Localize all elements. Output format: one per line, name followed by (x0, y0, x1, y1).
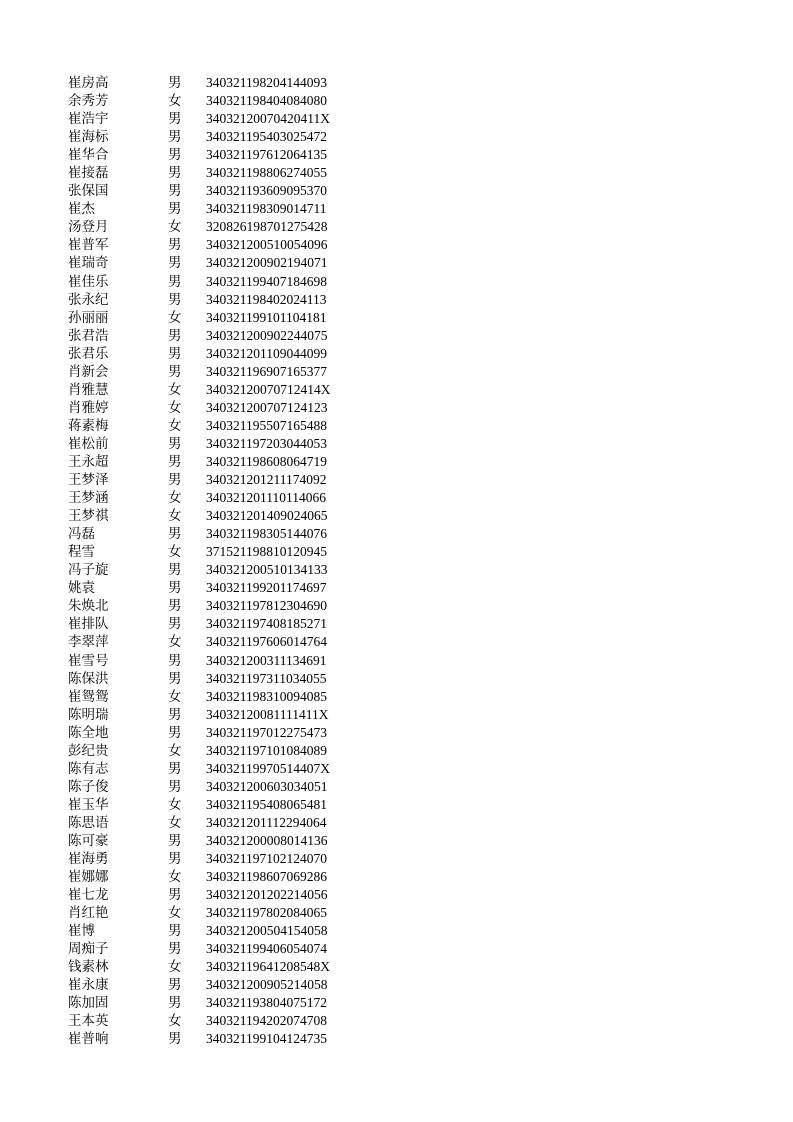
table-row (0, 164, 793, 182)
person-gender: 女 (168, 544, 182, 561)
person-gender: 男 (168, 941, 182, 958)
person-id-number: 340321198608064719 (206, 453, 327, 469)
table-row (0, 760, 793, 778)
person-name: 崔博 (68, 923, 95, 940)
person-name: 陈保洪 (68, 670, 109, 687)
person-name: 崔永康 (68, 977, 109, 994)
person-gender: 男 (168, 165, 182, 182)
table-row (0, 345, 793, 363)
table-row (0, 273, 793, 291)
person-id-number: 340321198806274055 (206, 165, 327, 181)
person-name: 崔房高 (68, 75, 109, 91)
table-row (0, 435, 793, 453)
person-gender: 女 (168, 796, 182, 813)
person-gender: 男 (168, 111, 182, 128)
person-gender: 女 (168, 814, 182, 831)
person-gender: 女 (168, 905, 182, 922)
person-name: 王梦涵 (68, 490, 109, 507)
person-name: 余秀芳 (68, 93, 109, 110)
table-row (0, 291, 793, 309)
person-gender: 男 (168, 923, 182, 940)
table-row (0, 236, 793, 254)
person-id-number: 340321194202074708 (206, 1013, 327, 1029)
person-gender: 男 (168, 616, 182, 633)
person-gender: 男 (168, 273, 182, 290)
roster-table (0, 74, 793, 1049)
table-row (0, 778, 793, 796)
person-id-number: 340321201109044099 (206, 345, 327, 361)
person-id-number: 340321200008014136 (206, 832, 328, 848)
table-row (0, 471, 793, 489)
person-name: 崔普军 (68, 237, 109, 254)
table-row (0, 597, 793, 615)
person-name: 崔接磊 (68, 165, 109, 182)
person-gender: 女 (168, 417, 182, 434)
person-gender: 男 (168, 201, 182, 218)
person-gender: 男 (168, 327, 182, 344)
table-row (0, 453, 793, 471)
table-row (0, 327, 793, 345)
person-name: 钱素林 (68, 959, 109, 976)
person-id-number: 320826198701275428 (206, 219, 328, 235)
person-id-number: 340321201110114066 (206, 490, 326, 506)
person-name: 王梦祺 (68, 508, 109, 525)
person-id-number: 340321200902244075 (206, 327, 328, 343)
person-id-number: 340321198204144093 (206, 75, 327, 90)
person-id-number: 340321197612064135 (206, 147, 327, 163)
person-name: 陈可豪 (68, 832, 109, 849)
table-row (0, 309, 793, 327)
person-gender: 女 (168, 742, 182, 759)
person-id-number: 340321195507165488 (206, 417, 327, 433)
person-name: 崔华合 (68, 147, 109, 164)
person-id-number: 340321197102124070 (206, 851, 327, 867)
person-name: 张君乐 (68, 345, 109, 362)
table-row (0, 254, 793, 272)
person-gender: 男 (168, 580, 182, 597)
table-row (0, 796, 793, 814)
person-gender: 男 (168, 526, 182, 543)
person-id-number: 371521198810120945 (206, 544, 327, 560)
person-id-number: 340321200311134691 (206, 652, 327, 668)
table-row (0, 1012, 793, 1030)
person-name: 王梦泽 (68, 472, 109, 489)
person-name: 崔松前 (68, 435, 109, 452)
person-id-number: 34032120070712414X (206, 381, 331, 397)
person-name: 冯子旋 (68, 562, 109, 579)
table-row (0, 399, 793, 417)
person-id-number: 340321200510134133 (206, 562, 328, 578)
table-row (0, 74, 793, 92)
person-name: 崔浩宇 (68, 111, 109, 128)
person-gender: 男 (168, 887, 182, 904)
person-name: 周痴子 (68, 941, 109, 958)
person-id-number: 340321195403025472 (206, 129, 327, 145)
person-name: 崔杰 (68, 201, 95, 218)
person-gender: 男 (168, 670, 182, 687)
person-id-number: 340321193804075172 (206, 995, 327, 1011)
person-gender: 女 (168, 490, 182, 507)
person-name: 张君浩 (68, 327, 109, 344)
person-name: 陈全地 (68, 724, 109, 741)
table-row (0, 110, 793, 128)
person-gender: 男 (168, 453, 182, 470)
person-name: 陈明瑞 (68, 706, 109, 723)
person-name: 崔瑞奇 (68, 255, 109, 272)
person-gender: 男 (168, 562, 182, 579)
person-gender: 男 (168, 598, 182, 615)
table-row (0, 688, 793, 706)
table-row (0, 525, 793, 543)
person-id-number: 340321199201174697 (206, 580, 327, 596)
person-id-number: 340321199407184698 (206, 273, 327, 289)
person-id-number: 34032119641208548X (206, 959, 330, 975)
person-gender: 男 (168, 147, 182, 164)
table-row (0, 706, 793, 724)
person-id-number: 340321198607069286 (206, 869, 327, 885)
person-id-number: 340321200504154058 (206, 923, 328, 939)
person-gender: 男 (168, 472, 182, 489)
person-gender: 男 (168, 183, 182, 200)
person-name: 崔娜娜 (68, 869, 109, 886)
table-row (0, 904, 793, 922)
person-name: 张永纪 (68, 291, 109, 308)
person-id-number: 340321200902194071 (206, 255, 328, 271)
table-row (0, 652, 793, 670)
person-name: 冯磊 (68, 526, 95, 543)
person-name: 陈有志 (68, 760, 109, 777)
person-name: 孙丽丽 (68, 309, 109, 326)
table-row (0, 994, 793, 1012)
person-gender: 女 (168, 959, 182, 976)
person-gender: 女 (168, 1013, 182, 1030)
table-row (0, 742, 793, 760)
person-gender: 女 (168, 508, 182, 525)
person-gender: 女 (168, 309, 182, 326)
person-id-number: 340321198305144076 (206, 526, 327, 542)
person-id-number: 340321198309014711 (206, 201, 327, 217)
person-id-number: 34032119970514407X (206, 760, 330, 776)
person-id-number: 340321197408185271 (206, 616, 327, 632)
table-row (0, 814, 793, 832)
person-id-number: 340321199104124735 (206, 1031, 327, 1047)
person-id-number: 340321199406054074 (206, 941, 327, 957)
person-name: 陈子俊 (68, 778, 109, 795)
table-row (0, 958, 793, 976)
person-gender: 女 (168, 219, 182, 236)
table-row (0, 976, 793, 994)
person-id-number: 34032120070420411X (206, 111, 330, 127)
person-id-number: 340321201409024065 (206, 508, 328, 524)
person-gender: 男 (168, 724, 182, 741)
person-name: 王永超 (68, 453, 109, 470)
person-gender: 男 (168, 237, 182, 254)
person-id-number: 340321197812304690 (206, 598, 327, 614)
person-name: 崔七龙 (68, 887, 109, 904)
table-row (0, 507, 793, 525)
person-id-number: 340321201202214056 (206, 887, 328, 903)
person-name: 崔排队 (68, 616, 109, 633)
person-id-number: 340321197606014764 (206, 634, 327, 650)
table-row (0, 381, 793, 399)
person-id-number: 340321200510054096 (206, 237, 328, 253)
person-gender: 男 (168, 435, 182, 452)
table-row (0, 182, 793, 200)
person-name: 李翠萍 (68, 634, 109, 651)
person-id-number: 340321201211174092 (206, 472, 327, 488)
table-row (0, 363, 793, 381)
table-row (0, 868, 793, 886)
person-gender: 男 (168, 977, 182, 994)
person-gender: 男 (168, 778, 182, 795)
person-name: 姚袁 (68, 580, 95, 597)
person-gender: 女 (168, 869, 182, 886)
person-name: 陈思语 (68, 814, 109, 831)
person-id-number: 340321200905214058 (206, 977, 328, 993)
person-id-number: 340321198404084080 (206, 93, 327, 109)
person-gender: 男 (168, 706, 182, 723)
table-row (0, 940, 793, 958)
person-id-number: 340321201112294064 (206, 814, 327, 830)
person-id-number: 340321195408065481 (206, 796, 327, 812)
person-name: 肖雅婷 (68, 399, 109, 416)
person-gender: 女 (168, 93, 182, 110)
person-name: 肖新会 (68, 363, 109, 380)
table-row (0, 832, 793, 850)
table-row (0, 543, 793, 561)
person-gender: 男 (168, 995, 182, 1012)
person-gender: 男 (168, 129, 182, 146)
person-gender: 女 (168, 634, 182, 651)
person-id-number: 340321200707124123 (206, 399, 328, 415)
table-row (0, 633, 793, 651)
person-id-number: 340321197012275473 (206, 724, 327, 740)
table-row (0, 850, 793, 868)
table-row (0, 561, 793, 579)
table-row (0, 218, 793, 236)
person-gender: 男 (168, 1031, 182, 1048)
person-name: 崔玉华 (68, 796, 109, 813)
person-name: 崔海标 (68, 129, 109, 146)
table-row (0, 615, 793, 633)
person-gender: 男 (168, 760, 182, 777)
person-gender: 男 (168, 75, 182, 91)
person-name: 张保国 (68, 183, 109, 200)
person-id-number: 340321193609095370 (206, 183, 327, 199)
person-name: 崔佳乐 (68, 273, 109, 290)
table-row (0, 146, 793, 164)
person-gender: 男 (168, 345, 182, 362)
person-gender: 女 (168, 399, 182, 416)
table-row (0, 886, 793, 904)
table-row (0, 922, 793, 940)
table-row (0, 489, 793, 507)
table-row (0, 1030, 793, 1048)
person-id-number: 340321198310094085 (206, 688, 327, 704)
person-name: 肖雅慧 (68, 381, 109, 398)
person-id-number: 340321197802084065 (206, 905, 327, 921)
table-row (0, 724, 793, 742)
person-id-number: 340321196907165377 (206, 363, 327, 379)
person-name: 王本英 (68, 1013, 109, 1030)
person-name: 陈加固 (68, 995, 109, 1012)
person-name: 崔普响 (68, 1031, 109, 1048)
person-name: 肖红艳 (68, 905, 109, 922)
person-name: 蒋素梅 (68, 417, 109, 434)
person-gender: 男 (168, 652, 182, 669)
person-name: 崔鸳鸳 (68, 688, 109, 705)
person-id-number: 34032120081111411X (206, 706, 329, 722)
person-gender: 女 (168, 688, 182, 705)
person-gender: 男 (168, 832, 182, 849)
person-id-number: 340321197101084089 (206, 742, 327, 758)
table-row (0, 417, 793, 435)
person-gender: 男 (168, 363, 182, 380)
person-name: 崔海勇 (68, 851, 109, 868)
person-name: 程雪 (68, 544, 95, 561)
person-gender: 男 (168, 255, 182, 272)
person-gender: 男 (168, 851, 182, 868)
person-name: 崔雪号 (68, 652, 109, 669)
person-name: 汤登月 (68, 219, 109, 236)
person-gender: 女 (168, 381, 182, 398)
table-row (0, 200, 793, 218)
person-gender: 男 (168, 291, 182, 308)
table-row (0, 92, 793, 110)
person-id-number: 340321197311034055 (206, 670, 327, 686)
table-row (0, 670, 793, 688)
person-name: 彭纪贵 (68, 742, 109, 759)
table-row (0, 128, 793, 146)
person-id-number: 340321197203044053 (206, 435, 327, 451)
person-id-number: 340321199101104181 (206, 309, 327, 325)
table-row (0, 579, 793, 597)
person-id-number: 340321198402024113 (206, 291, 327, 307)
person-id-number: 340321200603034051 (206, 778, 328, 794)
person-name: 朱焕北 (68, 598, 109, 615)
